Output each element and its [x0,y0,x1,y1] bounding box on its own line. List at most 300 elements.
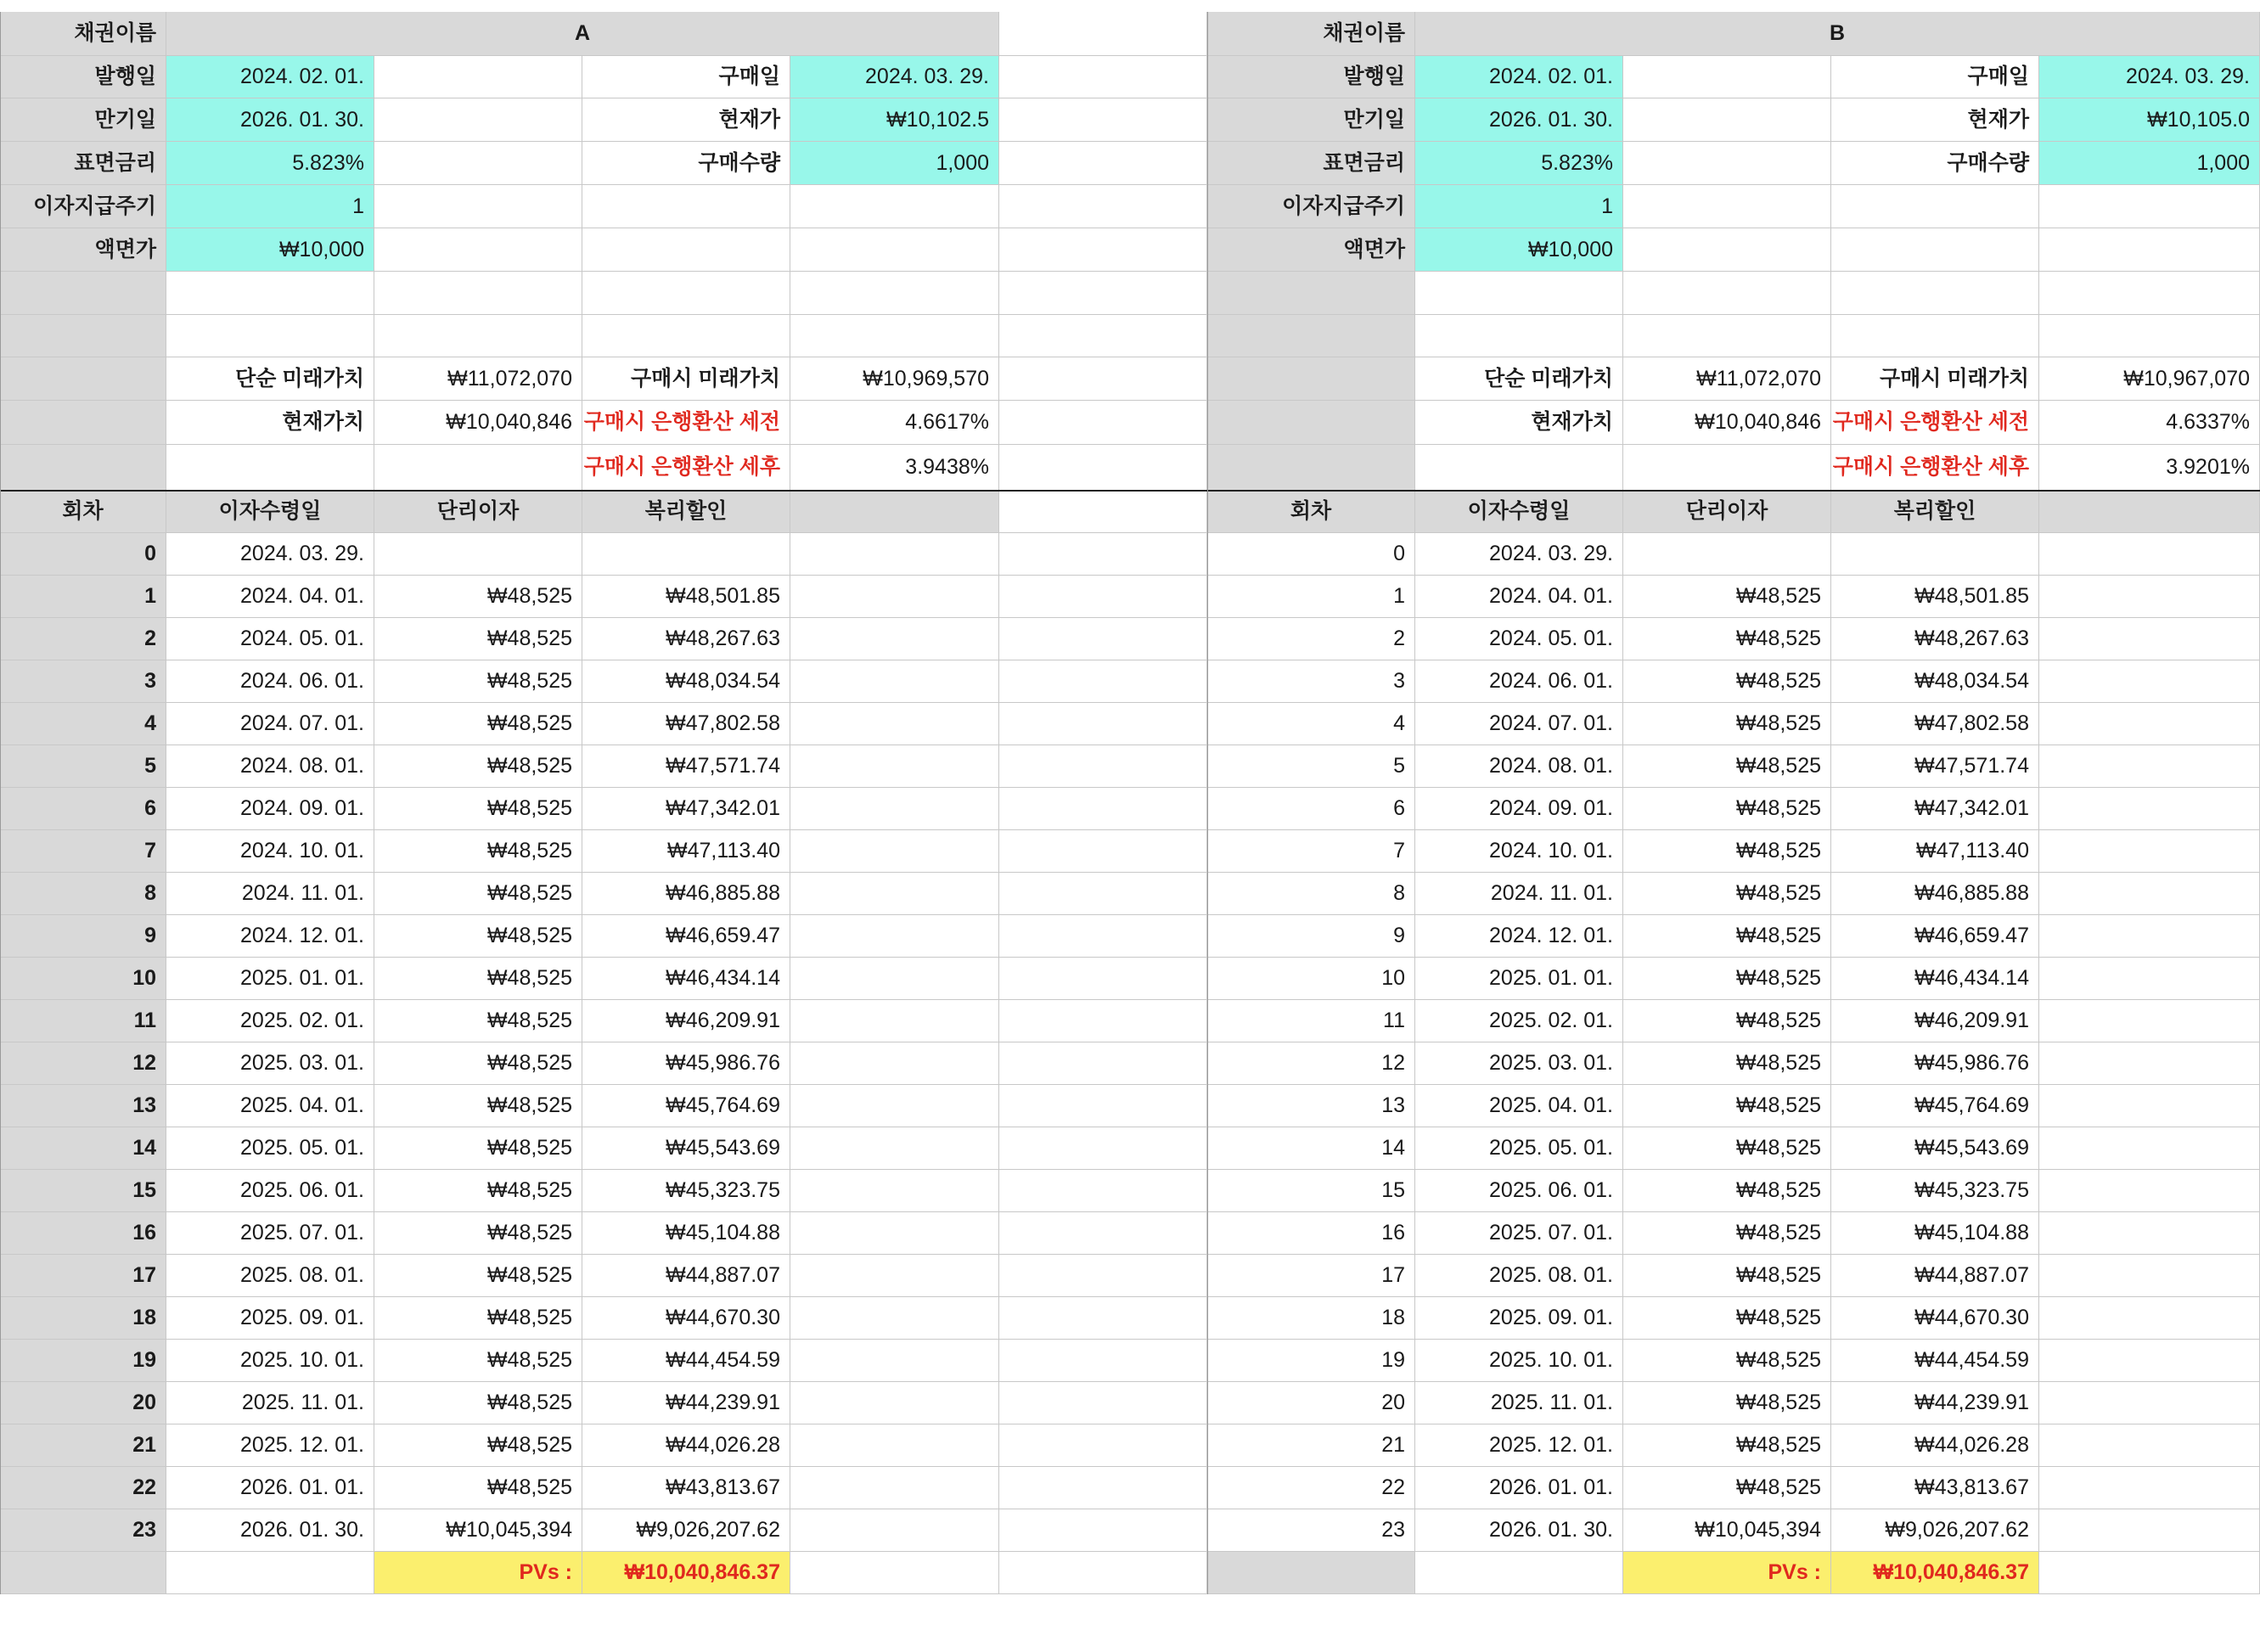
discounted-value[interactable]: ₩45,986.76 [1831,1042,2039,1085]
empty-cell[interactable] [790,830,999,873]
empty-cell[interactable] [2039,1085,2260,1127]
row-index[interactable]: 23 [0,1509,166,1552]
empty-cell[interactable] [2039,576,2260,618]
payment-date[interactable]: 2025. 09. 01. [1415,1297,1623,1340]
empty-cell[interactable] [1415,315,1623,357]
empty-cell[interactable] [1207,272,1415,315]
bond-a-param-value[interactable]: 2026. 01. 30. [166,98,374,142]
empty-cell[interactable] [999,576,1207,618]
payment-date[interactable]: 2024. 12. 01. [166,915,374,958]
empty-cell[interactable] [582,185,790,228]
table-header-2[interactable]: 단리이자 [374,491,582,533]
empty-cell[interactable] [999,1340,1207,1382]
empty-cell[interactable] [999,618,1207,660]
pre-tax-label[interactable]: 구매시 은행환산 세전 [1831,401,2039,445]
bond-b-param-value[interactable]: 1 [1415,185,1623,228]
empty-cell[interactable] [2039,618,2260,660]
bond-a-param-value[interactable]: 1 [166,185,374,228]
payment-date[interactable]: 2024. 08. 01. [1415,745,1623,788]
empty-cell[interactable] [2039,830,2260,873]
empty-cell[interactable] [790,618,999,660]
empty-cell[interactable] [999,1212,1207,1255]
payment-date[interactable]: 2025. 11. 01. [166,1382,374,1424]
row-index[interactable]: 9 [0,915,166,958]
table-header-0[interactable]: 회차 [1207,491,1415,533]
empty-cell[interactable] [999,185,1207,228]
row-index[interactable]: 5 [1207,745,1415,788]
simple-interest[interactable] [374,533,582,576]
payment-date[interactable]: 2025. 03. 01. [1415,1042,1623,1085]
empty-cell[interactable] [999,315,1207,357]
bond-a-name-label[interactable]: 채권이름 [0,12,166,56]
simple-interest[interactable]: ₩48,525 [374,703,582,745]
discounted-value[interactable]: ₩45,323.75 [1831,1170,2039,1212]
empty-cell[interactable] [1623,142,1831,185]
row-index[interactable]: 10 [0,958,166,1000]
payment-date[interactable]: 2025. 12. 01. [166,1424,374,1467]
discounted-value[interactable]: ₩46,209.91 [582,1000,790,1042]
empty-cell[interactable] [0,272,166,315]
empty-cell[interactable] [2039,788,2260,830]
payment-date[interactable]: 2025. 01. 01. [1415,958,1623,1000]
empty-cell[interactable] [790,660,999,703]
empty-cell[interactable] [999,56,1207,98]
empty-cell[interactable] [582,315,790,357]
discounted-value[interactable]: ₩45,104.88 [582,1212,790,1255]
discounted-value[interactable]: ₩46,659.47 [1831,915,2039,958]
empty-cell[interactable] [790,1000,999,1042]
empty-cell[interactable] [790,1382,999,1424]
simple-interest[interactable]: ₩48,525 [374,1085,582,1127]
row-index[interactable]: 23 [1207,1509,1415,1552]
simple-interest[interactable]: ₩10,045,394 [374,1509,582,1552]
table-header-empty[interactable] [2039,491,2260,533]
empty-cell[interactable] [999,873,1207,915]
empty-cell[interactable] [790,703,999,745]
discounted-value[interactable]: ₩47,342.01 [1831,788,2039,830]
empty-cell[interactable] [999,660,1207,703]
empty-cell[interactable] [2039,1509,2260,1552]
empty-cell[interactable] [582,272,790,315]
discounted-value[interactable]: ₩44,239.91 [582,1382,790,1424]
discounted-value[interactable]: ₩44,887.07 [1831,1255,2039,1297]
empty-cell[interactable] [0,445,166,491]
simple-interest[interactable]: ₩48,525 [1623,1424,1831,1467]
discounted-value[interactable]: ₩45,764.69 [1831,1085,2039,1127]
simple-interest[interactable]: ₩48,525 [1623,1467,1831,1509]
empty-cell[interactable] [790,1170,999,1212]
simple-interest[interactable]: ₩48,525 [374,873,582,915]
discounted-value[interactable]: ₩48,501.85 [582,576,790,618]
row-index[interactable]: 16 [1207,1212,1415,1255]
empty-cell[interactable] [999,12,1207,56]
empty-cell[interactable] [1207,357,1415,401]
empty-cell[interactable] [999,958,1207,1000]
empty-cell[interactable] [374,228,582,272]
simple-interest[interactable]: ₩48,525 [1623,1212,1831,1255]
bond-a-param-value[interactable]: 2024. 02. 01. [166,56,374,98]
empty-cell[interactable] [2039,1552,2260,1594]
simple-interest[interactable]: ₩48,525 [374,576,582,618]
bond-b-param-label[interactable]: 액면가 [1207,228,1415,272]
empty-cell[interactable] [1207,315,1415,357]
pvs-value[interactable]: ₩10,040,846.37 [582,1552,790,1594]
empty-cell[interactable] [790,1255,999,1297]
payment-date[interactable]: 2024. 05. 01. [166,618,374,660]
payment-date[interactable]: 2024. 05. 01. [1415,618,1623,660]
discounted-value[interactable]: ₩48,501.85 [1831,576,2039,618]
empty-cell[interactable] [1623,228,1831,272]
pv-value[interactable]: ₩10,040,846 [374,401,582,445]
pre-tax-label[interactable]: 구매시 은행환산 세전 [582,401,790,445]
bond-a-purchase-label[interactable]: 구매수량 [582,142,790,185]
payment-date[interactable]: 2025. 09. 01. [166,1297,374,1340]
empty-cell[interactable] [374,56,582,98]
simple-interest[interactable]: ₩48,525 [374,958,582,1000]
simple-interest[interactable]: ₩48,525 [1623,1127,1831,1170]
pre-tax-value[interactable]: 4.6337% [2039,401,2260,445]
payment-date[interactable]: 2025. 02. 01. [166,1000,374,1042]
simple-interest[interactable]: ₩48,525 [1623,1000,1831,1042]
empty-cell[interactable] [790,272,999,315]
payment-date[interactable]: 2024. 06. 01. [1415,660,1623,703]
empty-cell[interactable] [790,1552,999,1594]
row-index[interactable]: 2 [0,618,166,660]
simple-interest[interactable]: ₩48,525 [374,830,582,873]
payment-date[interactable]: 2025. 04. 01. [1415,1085,1623,1127]
simple-interest[interactable]: ₩48,525 [1623,1382,1831,1424]
payment-date[interactable]: 2025. 08. 01. [166,1255,374,1297]
discounted-value[interactable]: ₩47,113.40 [1831,830,2039,873]
bond-a-purchase-label[interactable]: 현재가 [582,98,790,142]
discounted-value[interactable]: ₩45,323.75 [582,1170,790,1212]
row-index[interactable]: 14 [1207,1127,1415,1170]
simple-interest[interactable]: ₩48,525 [1623,1340,1831,1382]
empty-cell[interactable] [582,228,790,272]
simple-interest[interactable]: ₩48,525 [1623,958,1831,1000]
row-index[interactable]: 4 [0,703,166,745]
empty-cell[interactable] [790,745,999,788]
empty-cell[interactable] [999,830,1207,873]
row-index[interactable]: 7 [1207,830,1415,873]
empty-cell[interactable] [999,491,1207,533]
simple-interest[interactable]: ₩48,525 [1623,1042,1831,1085]
simple-interest[interactable] [1623,533,1831,576]
payment-date[interactable]: 2024. 12. 01. [1415,915,1623,958]
empty-cell[interactable] [790,315,999,357]
post-tax-label[interactable]: 구매시 은행환산 세후 [1831,445,2039,491]
row-index[interactable]: 0 [0,533,166,576]
payment-date[interactable]: 2024. 06. 01. [166,660,374,703]
payment-date[interactable]: 2025. 07. 01. [1415,1212,1623,1255]
simple-interest[interactable]: ₩48,525 [374,660,582,703]
empty-cell[interactable] [166,1552,374,1594]
simple-interest[interactable]: ₩48,525 [1623,1255,1831,1297]
empty-cell[interactable] [2039,1424,2260,1467]
empty-cell[interactable] [999,533,1207,576]
discounted-value[interactable]: ₩48,267.63 [1831,618,2039,660]
empty-cell[interactable] [1831,185,2039,228]
payment-date[interactable]: 2026. 01. 30. [166,1509,374,1552]
empty-cell[interactable] [999,1127,1207,1170]
simple-interest[interactable]: ₩48,525 [374,1255,582,1297]
empty-cell[interactable] [2039,873,2260,915]
empty-cell[interactable] [790,788,999,830]
empty-cell[interactable] [1207,1552,1415,1594]
row-index[interactable]: 4 [1207,703,1415,745]
empty-cell[interactable] [2039,315,2260,357]
simple-fv-label[interactable]: 단순 미래가치 [166,357,374,401]
table-header-3[interactable]: 복리할인 [582,491,790,533]
empty-cell[interactable] [166,272,374,315]
empty-cell[interactable] [374,142,582,185]
empty-cell[interactable] [0,401,166,445]
row-index[interactable]: 12 [0,1042,166,1085]
empty-cell[interactable] [1415,272,1623,315]
empty-cell[interactable] [2039,185,2260,228]
empty-cell[interactable] [2039,1255,2260,1297]
row-index[interactable]: 14 [0,1127,166,1170]
row-index[interactable]: 8 [0,873,166,915]
empty-cell[interactable] [999,228,1207,272]
discounted-value[interactable]: ₩44,887.07 [582,1255,790,1297]
empty-cell[interactable] [1623,315,1831,357]
bond-b-name-label[interactable]: 채권이름 [1207,12,1415,56]
payment-date[interactable]: 2025. 04. 01. [166,1085,374,1127]
empty-cell[interactable] [999,1000,1207,1042]
empty-cell[interactable] [2039,1000,2260,1042]
bond-b-param-label[interactable]: 발행일 [1207,56,1415,98]
bond-b-purchase-label[interactable]: 구매일 [1831,56,2039,98]
simple-interest[interactable]: ₩48,525 [1623,1085,1831,1127]
empty-cell[interactable] [2039,703,2260,745]
empty-cell[interactable] [2039,1042,2260,1085]
simple-interest[interactable]: ₩48,525 [374,788,582,830]
discounted-value[interactable]: ₩45,986.76 [582,1042,790,1085]
empty-cell[interactable] [790,185,999,228]
empty-cell[interactable] [0,357,166,401]
payment-date[interactable]: 2024. 08. 01. [166,745,374,788]
empty-cell[interactable] [1415,1552,1623,1594]
row-index[interactable]: 8 [1207,873,1415,915]
empty-cell[interactable] [790,1042,999,1085]
bond-a-param-value[interactable]: 5.823% [166,142,374,185]
discounted-value[interactable]: ₩45,764.69 [582,1085,790,1127]
bond-b-purchase-label[interactable]: 구매수량 [1831,142,2039,185]
row-index[interactable]: 9 [1207,915,1415,958]
empty-cell[interactable] [790,1297,999,1340]
simple-interest[interactable]: ₩48,525 [374,1127,582,1170]
payment-date[interactable]: 2025. 05. 01. [1415,1127,1623,1170]
empty-cell[interactable] [1623,98,1831,142]
payment-date[interactable]: 2024. 11. 01. [166,873,374,915]
empty-cell[interactable] [790,1467,999,1509]
bond-a-param-value[interactable]: ₩10,000 [166,228,374,272]
payment-date[interactable]: 2024. 04. 01. [1415,576,1623,618]
discounted-value[interactable]: ₩45,543.69 [582,1127,790,1170]
empty-cell[interactable] [999,1255,1207,1297]
post-tax-label[interactable]: 구매시 은행환산 세후 [582,445,790,491]
empty-cell[interactable] [2039,1297,2260,1340]
row-index[interactable]: 19 [1207,1340,1415,1382]
empty-cell[interactable] [790,1424,999,1467]
payment-date[interactable]: 2024. 07. 01. [166,703,374,745]
discounted-value[interactable]: ₩48,034.54 [1831,660,2039,703]
empty-cell[interactable] [1415,445,1623,491]
empty-cell[interactable] [790,958,999,1000]
empty-cell[interactable] [1831,228,2039,272]
payment-date[interactable]: 2026. 01. 01. [166,1467,374,1509]
row-index[interactable]: 18 [1207,1297,1415,1340]
row-index[interactable]: 22 [0,1467,166,1509]
empty-cell[interactable] [1207,401,1415,445]
payment-date[interactable]: 2024. 03. 29. [1415,533,1623,576]
simple-fv-label[interactable]: 단순 미래가치 [1415,357,1623,401]
discounted-value[interactable]: ₩46,885.88 [1831,873,2039,915]
discounted-value[interactable]: ₩47,571.74 [582,745,790,788]
empty-cell[interactable] [999,745,1207,788]
row-index[interactable]: 16 [0,1212,166,1255]
simple-interest[interactable]: ₩48,525 [374,1297,582,1340]
bond-a-purchase-value[interactable]: 1,000 [790,142,999,185]
row-index[interactable]: 20 [0,1382,166,1424]
empty-cell[interactable] [2039,915,2260,958]
simple-interest[interactable]: ₩48,525 [374,1000,582,1042]
empty-cell[interactable] [2039,958,2260,1000]
bond-b-purchase-value[interactable]: 1,000 [2039,142,2260,185]
simple-interest[interactable]: ₩48,525 [1623,873,1831,915]
empty-cell[interactable] [2039,1170,2260,1212]
simple-interest[interactable]: ₩48,525 [374,915,582,958]
payment-date[interactable]: 2024. 10. 01. [166,830,374,873]
empty-cell[interactable] [790,1340,999,1382]
bond-b-name[interactable]: B [1415,12,2260,56]
discounted-value[interactable]: ₩45,104.88 [1831,1212,2039,1255]
simple-interest[interactable]: ₩48,525 [374,1424,582,1467]
row-index[interactable]: 17 [1207,1255,1415,1297]
simple-interest[interactable]: ₩48,525 [1623,745,1831,788]
empty-cell[interactable] [999,1170,1207,1212]
empty-cell[interactable] [166,315,374,357]
empty-cell[interactable] [790,1085,999,1127]
row-index[interactable]: 17 [0,1255,166,1297]
simple-interest[interactable]: ₩48,525 [374,1212,582,1255]
bond-a-param-label[interactable]: 만기일 [0,98,166,142]
bond-a-purchase-value[interactable]: ₩10,102.5 [790,98,999,142]
table-header-empty[interactable] [790,491,999,533]
pvs-label[interactable]: PVs : [374,1552,582,1594]
payment-date[interactable]: 2024. 09. 01. [166,788,374,830]
empty-cell[interactable] [999,1297,1207,1340]
payment-date[interactable]: 2025. 05. 01. [166,1127,374,1170]
empty-cell[interactable] [2039,533,2260,576]
empty-cell[interactable] [166,445,374,491]
bond-a-purchase-label[interactable]: 구매일 [582,56,790,98]
simple-interest[interactable]: ₩48,525 [1623,1297,1831,1340]
discounted-value[interactable] [1831,533,2039,576]
simple-interest[interactable]: ₩48,525 [1623,618,1831,660]
empty-cell[interactable] [999,1382,1207,1424]
row-index[interactable]: 3 [0,660,166,703]
bond-b-param-value[interactable]: ₩10,000 [1415,228,1623,272]
bond-b-purchase-value[interactable]: 2024. 03. 29. [2039,56,2260,98]
payment-date[interactable]: 2025. 01. 01. [166,958,374,1000]
empty-cell[interactable] [374,315,582,357]
pvs-label[interactable]: PVs : [1623,1552,1831,1594]
simple-interest[interactable]: ₩48,525 [374,745,582,788]
empty-cell[interactable] [999,915,1207,958]
purchase-fv-value[interactable]: ₩10,967,070 [2039,357,2260,401]
discounted-value[interactable]: ₩9,026,207.62 [1831,1509,2039,1552]
empty-cell[interactable] [2039,1467,2260,1509]
empty-cell[interactable] [999,98,1207,142]
empty-cell[interactable] [2039,228,2260,272]
row-index[interactable]: 19 [0,1340,166,1382]
payment-date[interactable]: 2025. 07. 01. [166,1212,374,1255]
empty-cell[interactable] [999,1085,1207,1127]
empty-cell[interactable] [2039,745,2260,788]
row-index[interactable]: 13 [0,1085,166,1127]
row-index[interactable]: 21 [1207,1424,1415,1467]
row-index[interactable]: 13 [1207,1085,1415,1127]
discounted-value[interactable]: ₩9,026,207.62 [582,1509,790,1552]
empty-cell[interactable] [1623,272,1831,315]
payment-date[interactable]: 2024. 09. 01. [1415,788,1623,830]
row-index[interactable]: 1 [0,576,166,618]
pv-label[interactable]: 현재가치 [1415,401,1623,445]
empty-cell[interactable] [999,142,1207,185]
row-index[interactable]: 11 [1207,1000,1415,1042]
discounted-value[interactable]: ₩44,026.28 [582,1424,790,1467]
payment-date[interactable]: 2026. 01. 01. [1415,1467,1623,1509]
empty-cell[interactable] [0,315,166,357]
empty-cell[interactable] [999,1509,1207,1552]
empty-cell[interactable] [2039,272,2260,315]
bond-b-param-value[interactable]: 2024. 02. 01. [1415,56,1623,98]
row-index[interactable]: 2 [1207,618,1415,660]
simple-interest[interactable]: ₩48,525 [374,1042,582,1085]
pre-tax-value[interactable]: 4.6617% [790,401,999,445]
payment-date[interactable]: 2024. 11. 01. [1415,873,1623,915]
simple-fv-value[interactable]: ₩11,072,070 [374,357,582,401]
empty-cell[interactable] [2039,1340,2260,1382]
empty-cell[interactable] [374,445,582,491]
empty-cell[interactable] [790,915,999,958]
simple-interest[interactable]: ₩48,525 [374,1467,582,1509]
discounted-value[interactable]: ₩47,802.58 [1831,703,2039,745]
payment-date[interactable]: 2025. 08. 01. [1415,1255,1623,1297]
bond-b-param-value[interactable]: 2026. 01. 30. [1415,98,1623,142]
payment-date[interactable]: 2025. 02. 01. [1415,1000,1623,1042]
payment-date[interactable]: 2025. 11. 01. [1415,1382,1623,1424]
discounted-value[interactable]: ₩46,434.14 [1831,958,2039,1000]
bond-b-param-label[interactable]: 표면금리 [1207,142,1415,185]
purchase-fv-label[interactable]: 구매시 미래가치 [1831,357,2039,401]
payment-date[interactable]: 2025. 06. 01. [1415,1170,1623,1212]
bond-a-param-label[interactable]: 발행일 [0,56,166,98]
discounted-value[interactable]: ₩43,813.67 [1831,1467,2039,1509]
row-index[interactable]: 18 [0,1297,166,1340]
discounted-value[interactable]: ₩44,454.59 [582,1340,790,1382]
empty-cell[interactable] [790,576,999,618]
empty-cell[interactable] [999,703,1207,745]
empty-cell[interactable] [999,445,1207,491]
purchase-fv-value[interactable]: ₩10,969,570 [790,357,999,401]
empty-cell[interactable] [999,1552,1207,1594]
simple-interest[interactable]: ₩48,525 [1623,830,1831,873]
row-index[interactable]: 7 [0,830,166,873]
discounted-value[interactable]: ₩47,802.58 [582,703,790,745]
